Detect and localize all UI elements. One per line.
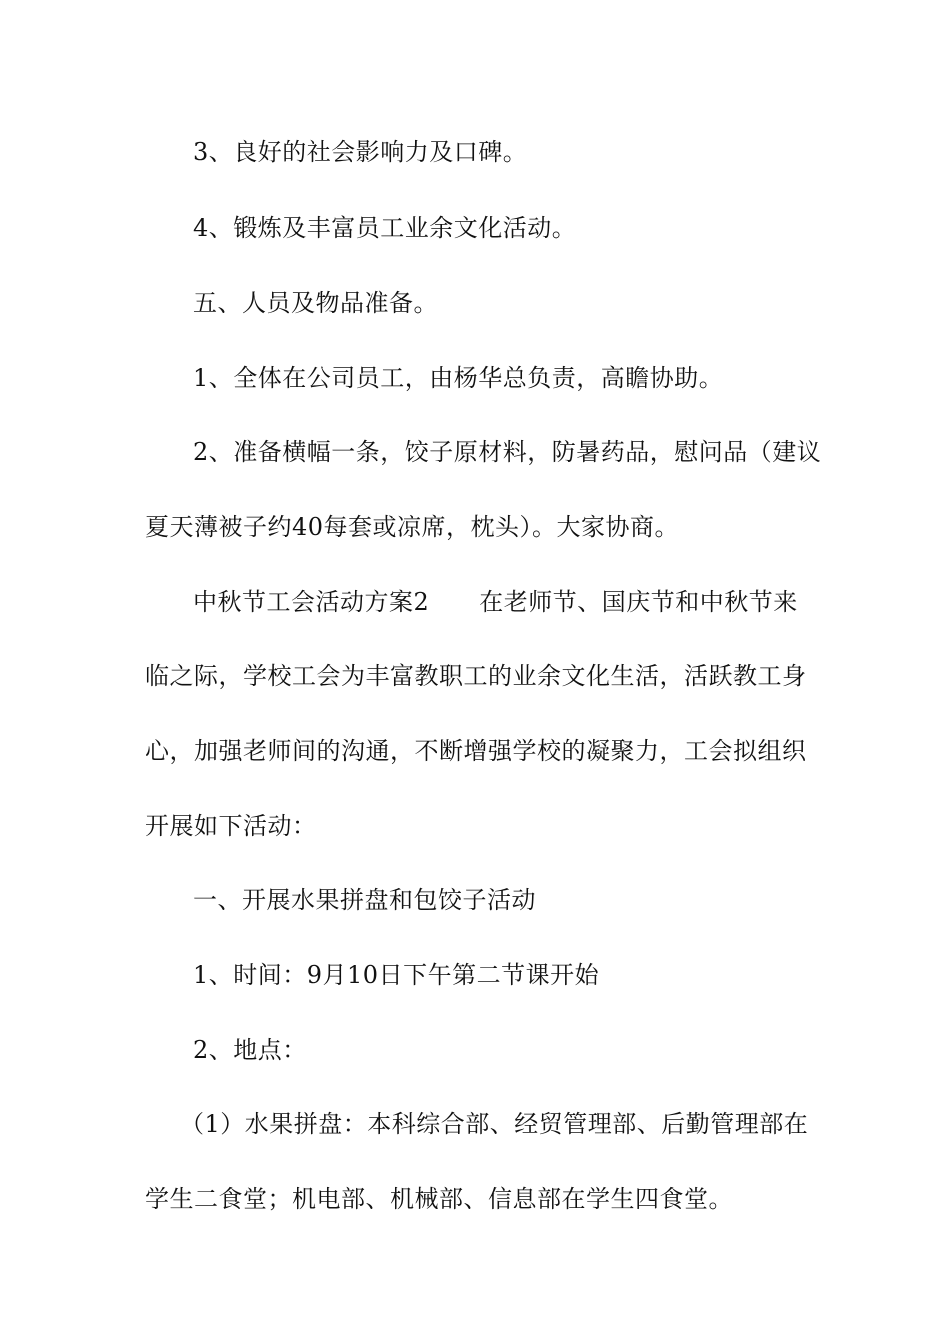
paragraph-line: 心，加强老师间的沟通，不断增强学校的凝聚力，工会拟组织 xyxy=(145,737,807,765)
paragraph-line: 开展如下活动： xyxy=(145,812,317,840)
section-heading: 五、人员及物品准备。 xyxy=(193,289,438,317)
paragraph-line: 1、全体在公司员工，由杨华总负责，高瞻协助。 xyxy=(193,364,724,392)
paragraph-line: 2、准备横幅一条，饺子原材料，防暑药品，慰问品（建议 xyxy=(193,438,822,466)
article-title: 中秋节工会活动方案2 xyxy=(193,588,430,616)
paragraph-line: 学生二食堂；机电部、机械部、信息部在学生四食堂。 xyxy=(145,1185,733,1213)
paragraph-line: 夏天薄被子约40每套或凉席，枕头）。大家协商。 xyxy=(145,513,680,541)
paragraph-line: 1、时间：9月10日下午第二节课开始 xyxy=(193,961,600,989)
paragraph-line: （1）水果拼盘：本科综合部、经贸管理部、后勤管理部在 xyxy=(180,1110,809,1138)
paragraph-line: 2、地点： xyxy=(193,1036,307,1064)
paragraph-line: 3、良好的社会影响力及口碑。 xyxy=(193,138,528,166)
paragraph-line: 临之际，学校工会为丰富教职工的业余文化生活，活跃教工身 xyxy=(145,662,807,690)
paragraph-line: 4、锻炼及丰富员工业余文化活动。 xyxy=(193,214,577,242)
paragraph-line xyxy=(193,586,798,618)
section-heading: 一、开展水果拼盘和包饺子活动 xyxy=(193,886,536,914)
paragraph-text: 在老师节、国庆节和中秋节来 xyxy=(479,588,798,616)
